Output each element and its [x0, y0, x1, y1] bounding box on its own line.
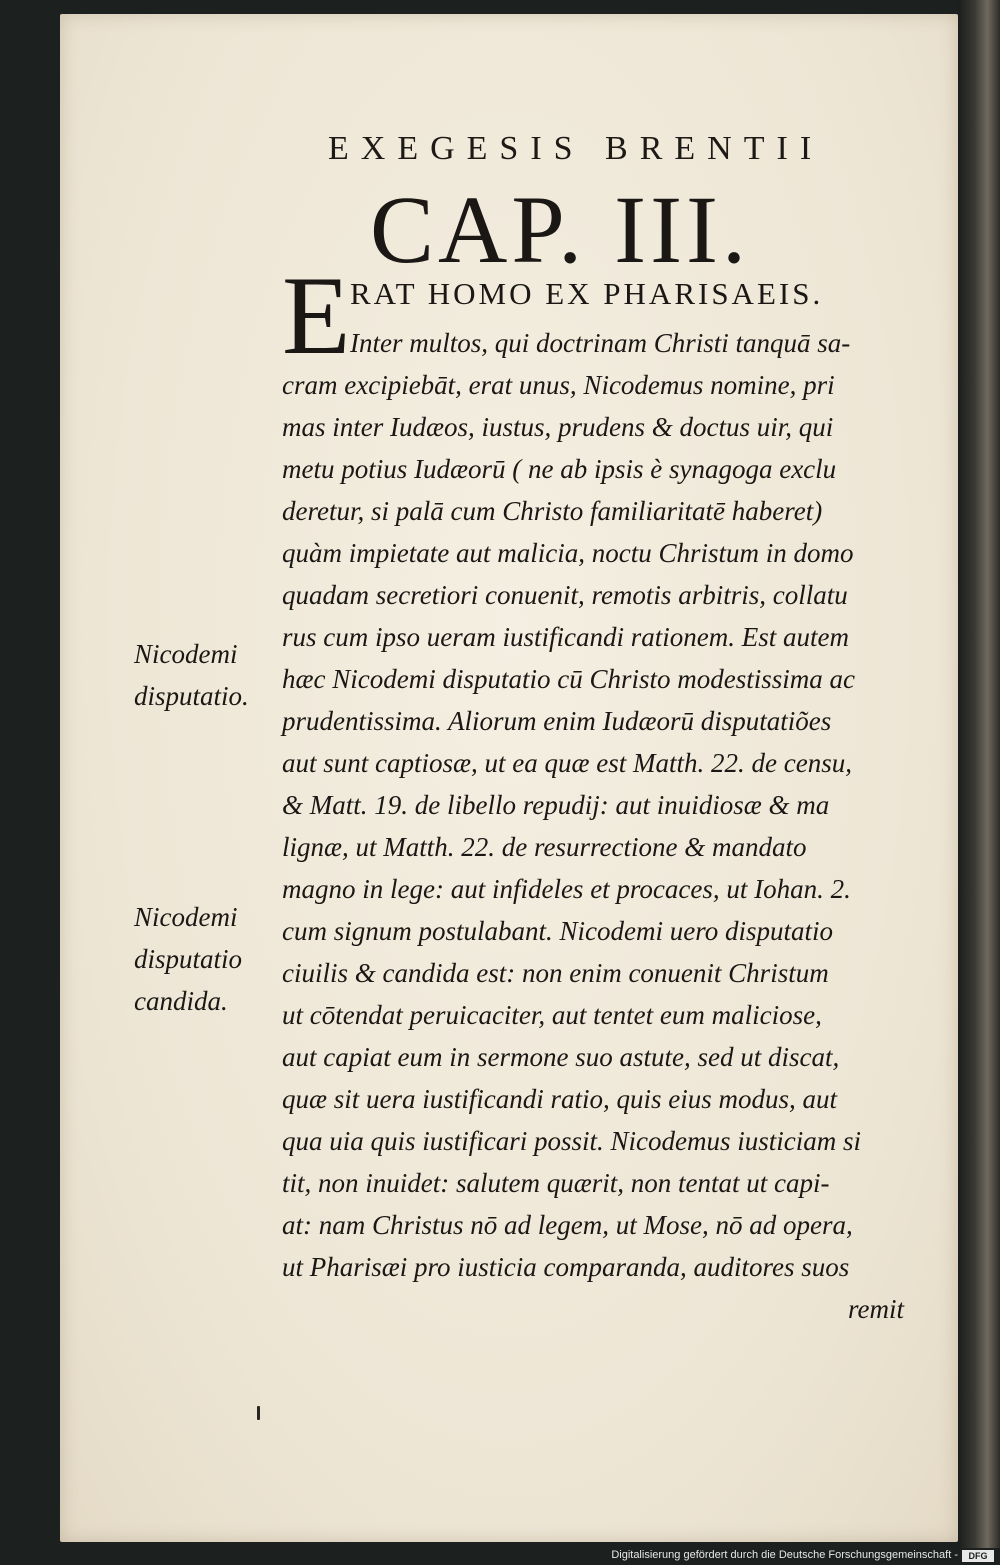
drop-cap: E — [282, 254, 351, 378]
text-line: qua uia quis iustificari possit. Nicodemus iusticiam si — [282, 1126, 862, 1156]
ink-speck — [257, 1406, 260, 1420]
margin-note-line: Nicodemi — [134, 902, 238, 932]
text-line: magno in lege: aut infideles et procaces, ut Iohan. 2. — [282, 874, 851, 904]
book-edge — [958, 0, 1000, 1548]
footer-credit: Digitalisierung gefördert durch die Deutsche Forschungsgemeinschaft - — [611, 1549, 958, 1561]
first-line: RAT HOMO EX PHARISAEIS. — [350, 276, 824, 311]
text-line: mas inter Iudæos, iustus, prudens & doctus uir, qui — [282, 412, 834, 442]
text-line: prudentissima. Aliorum enim Iudæorū disputatiões — [282, 706, 832, 736]
margin-note-line: candida. — [134, 986, 228, 1016]
text-line: at: nam Christus nō ad legem, ut Mose, nō ad opera, — [282, 1210, 853, 1240]
text-line: & Matt. 19. de libello repudij: aut inuidiosæ & ma — [282, 790, 830, 820]
text-line: quàm impietate aut malicia, noctu Christum in domo — [282, 538, 854, 568]
margin-note-line: disputatio. — [134, 681, 249, 711]
margin-note-line: Nicodemi — [134, 639, 238, 669]
running-header: EXEGESIS BRENTII — [328, 130, 824, 167]
text-line: lignæ, ut Matth. 22. de resurrectione & mandato — [282, 832, 807, 862]
text-line: cram excipiebāt, erat unus, Nicodemus nomine, pri — [282, 370, 835, 400]
text-line: deretur, si palā cum Christo familiaritatē haberet) — [282, 496, 823, 526]
chapter-heading: CAP. III. — [370, 176, 751, 283]
text-line: tit, non inuidet: salutem quærit, non tentat ut capi- — [282, 1168, 830, 1198]
text-line: ut Pharisæi pro iusticia comparanda, auditores suos — [282, 1252, 850, 1282]
margin-note-disputatio-candida — [134, 896, 242, 1022]
text-line: hæc Nicodemi disputatio cū Christo modestissima ac — [282, 664, 855, 694]
text-line: cum signum postulabant. Nicodemi uero disputatio — [282, 916, 833, 946]
text-line: aut capiat eum in sermone suo astute, sed ut discat, — [282, 1042, 840, 1072]
catchword: remit — [848, 1294, 904, 1324]
text-line: rus cum ipso ueram iustificandi rationem. Est autem — [282, 622, 849, 652]
text-line: ciuilis & candida est: non enim conuenit Christum — [282, 958, 829, 988]
dfg-logo: DFG — [962, 1550, 994, 1562]
text-line: Inter multos, qui doctrinam Christi tanquā sa- — [350, 328, 851, 358]
body-text — [282, 322, 912, 1330]
text-line: metu potius Iudæorū ( ne ab ipsis è synagoga exclu — [282, 454, 837, 484]
margin-note-disputatio — [134, 633, 249, 717]
text-line: ut cōtendat peruicaciter, aut tentet eum maliciose, — [282, 1000, 822, 1030]
margin-note-line: disputatio — [134, 944, 243, 974]
text-line: aut sunt captiosæ, ut ea quæ est Matth. 22. de censu, — [282, 748, 852, 778]
footer-bar — [0, 1548, 1000, 1565]
text-line: quadam secretiori conuenit, remotis arbitris, collatu — [282, 580, 848, 610]
text-line: quæ sit uera iustificandi ratio, quis eius modus, aut — [282, 1084, 838, 1114]
